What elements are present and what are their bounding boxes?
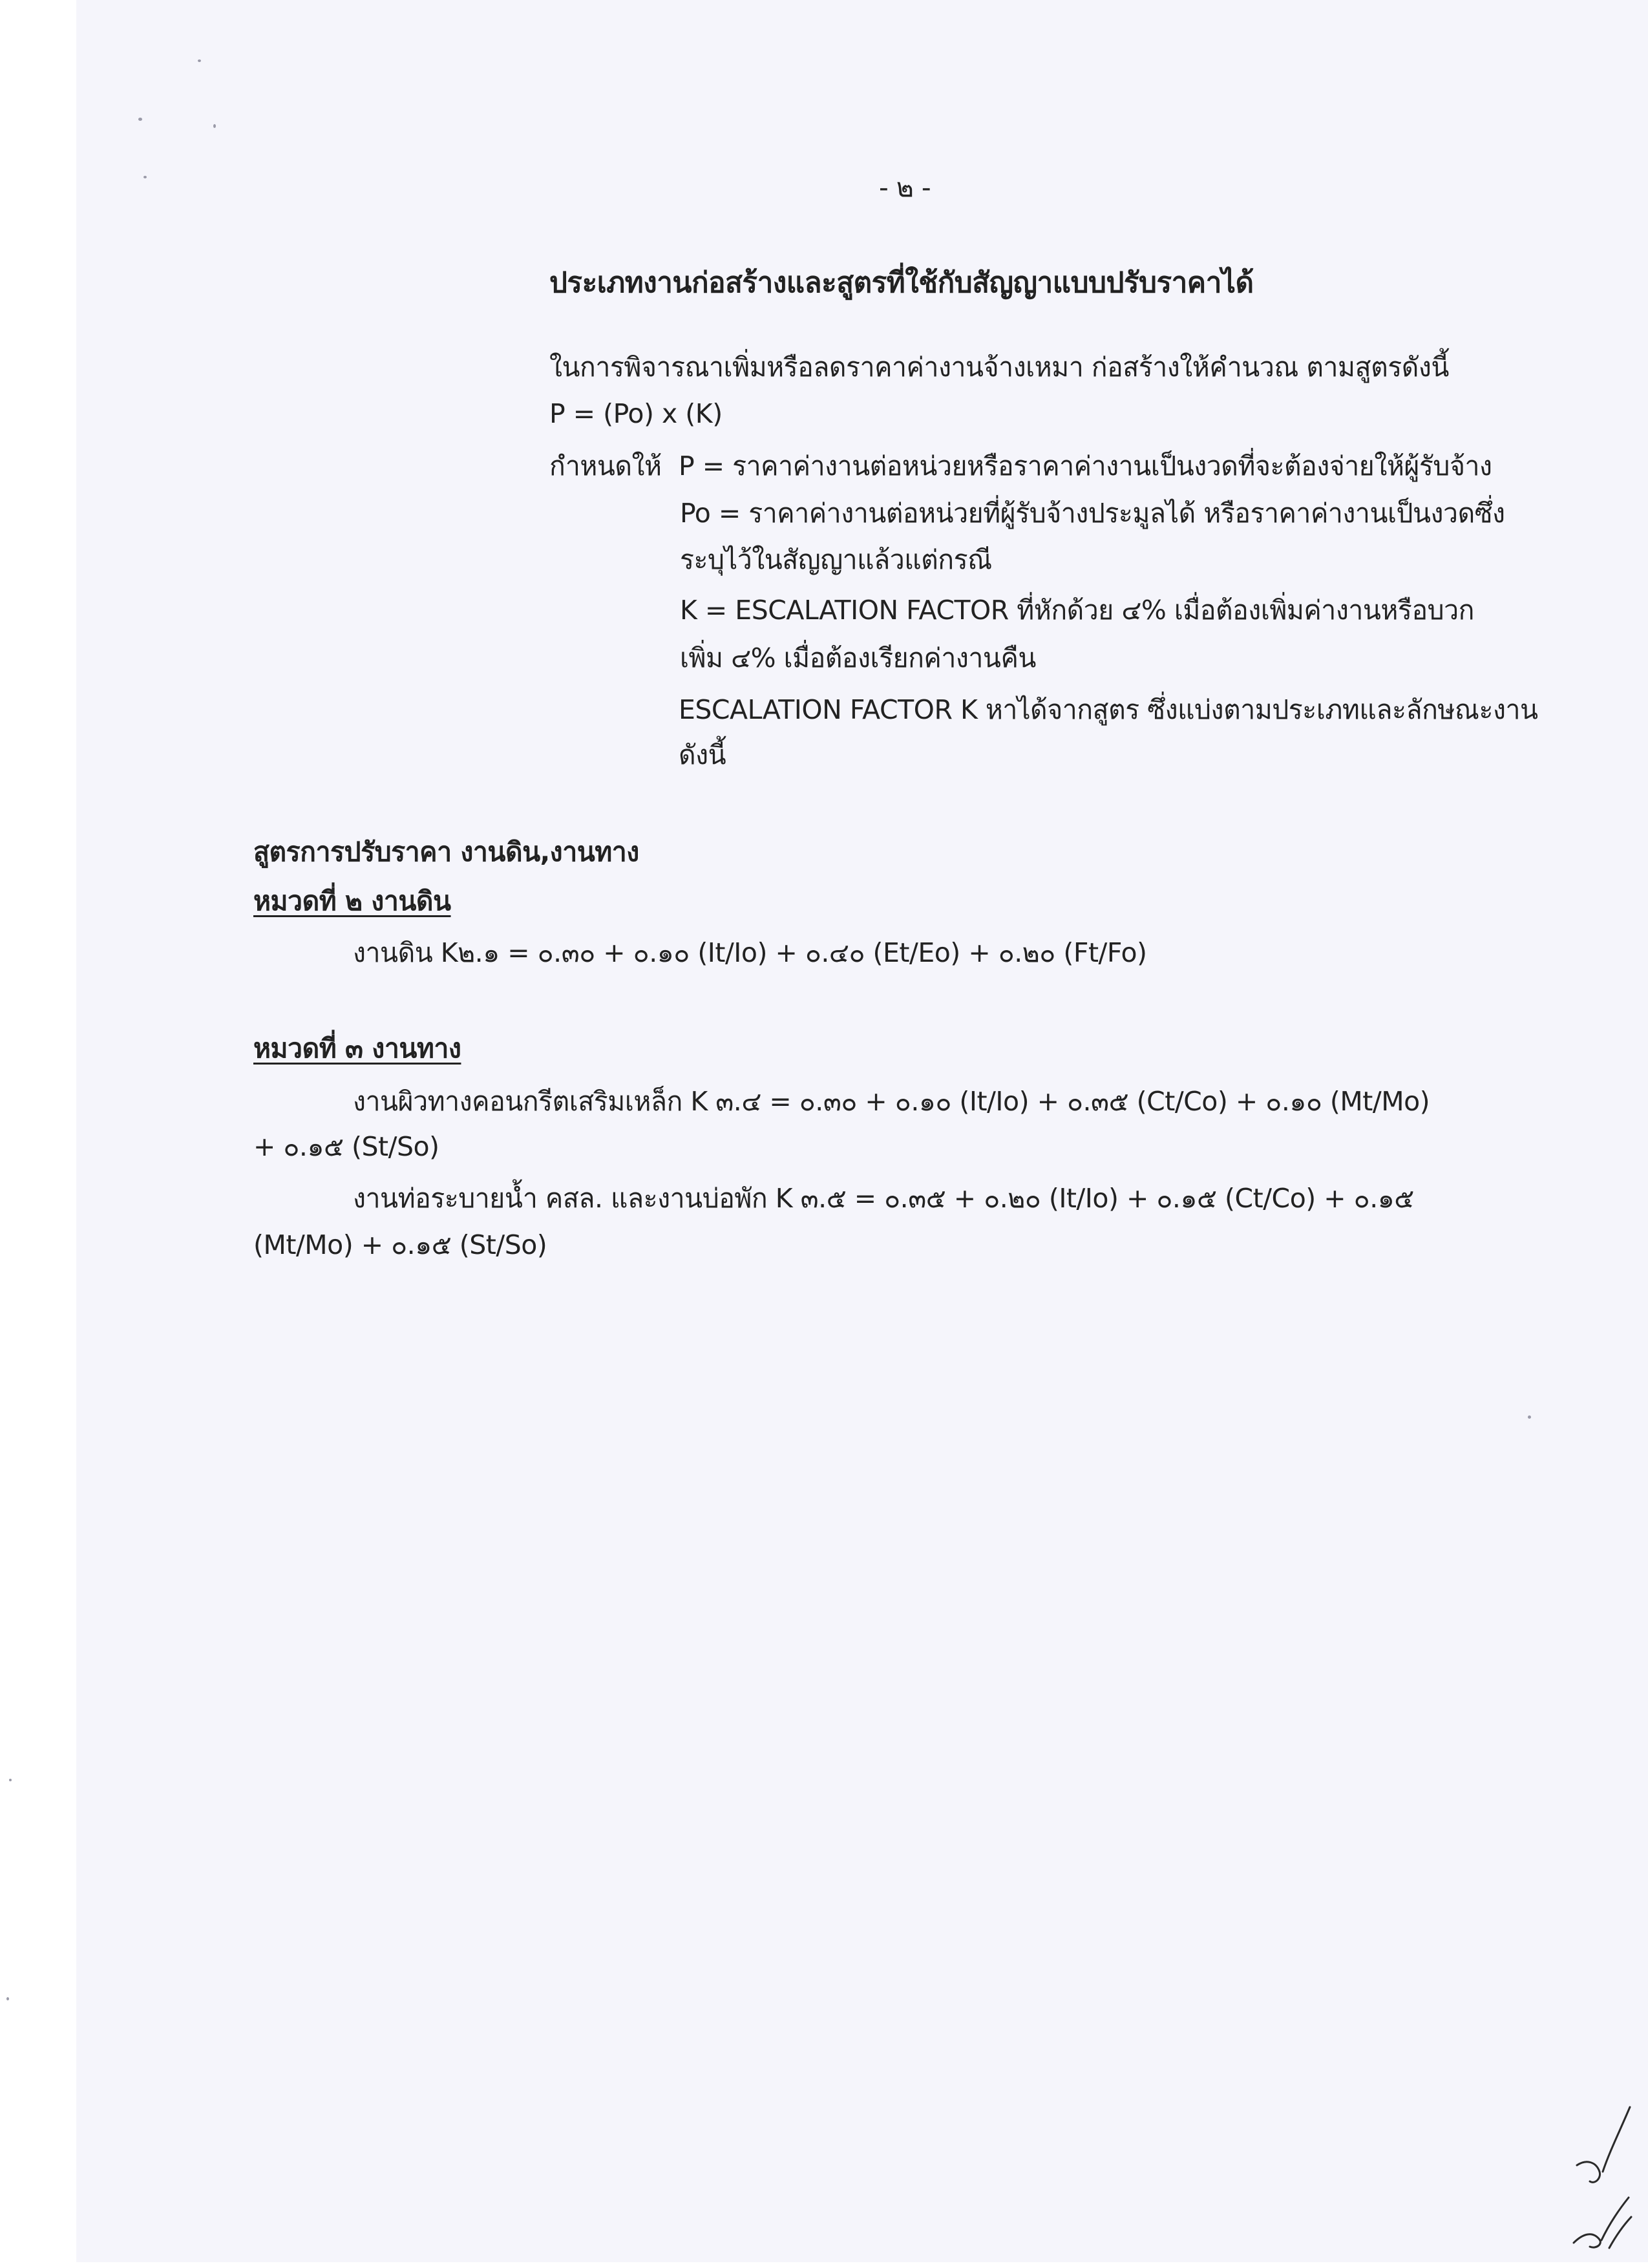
formulas-section-title: สูตรการปรับราคา งานดิน,งานทาง <box>253 836 639 867</box>
page-number: - ๒ - <box>879 172 931 203</box>
scan-speck <box>138 118 142 121</box>
handwritten-initials-signature <box>1564 2094 1635 2256</box>
section-3-title: หมวดที่ ๓ งานทาง <box>253 1033 461 1064</box>
po-definition-line-2: ระบุไว้ในสัญญาแล้วแต่กรณี <box>680 544 992 575</box>
k-definition-line-2: เพิ่ม ๔% เมื่อต้องเรียกค่างานคืน <box>680 642 1036 673</box>
scan-speck <box>6 1997 9 2000</box>
main-formula: P = (Po) x (K) <box>549 398 723 429</box>
escalation-line-1: ESCALATION FACTOR K หาได้จากสูตร ซึ่งแบ่งตามประเภทและลักษณะงาน <box>679 694 1538 725</box>
k-definition-line-1: K = ESCALATION FACTOR ที่หักด้วย ๔% เมื่อต้องเพิ่มค่างานหรือบวก <box>680 595 1474 626</box>
scan-speck <box>1528 1415 1531 1419</box>
section-3-item-2-line-2: (Mt/Mo) + ๐.๑๕ (St/So) <box>253 1229 547 1260</box>
escalation-line-2: ดังนี้ <box>679 739 726 770</box>
section-3-item-1-line-2: + ๐.๑๕ (St/So) <box>253 1131 439 1162</box>
p-definition: P = ราคาค่างานต่อหน่วยหรือราคาค่างานเป็นงวดที่จะต้องจ่ายให้ผู้รับจ้าง <box>679 450 1492 482</box>
scan-speck <box>143 176 147 178</box>
intro-line: ในการพิจารณาเพิ่มหรือลดราคาค่างานจ้างเหมา ก่อสร้างให้คำนวณ ตามสูตรดังนี้ <box>549 352 1449 383</box>
define-label: กำหนดให้ <box>549 450 662 482</box>
po-definition-line-1: Po = ราคาค่างานต่อหน่วยที่ผู้รับจ้างประมูลได้ หรือราคาค่างานเป็นงวดซึ่ง <box>680 498 1505 529</box>
section-2-formula: งานดิน K๒.๑ = ๐.๓๐ + ๐.๑๐ (It/Io) + ๐.๔๐ (Et/Eo) + ๐.๒๐ (Ft/Fo) <box>353 937 1147 968</box>
scan-speck <box>198 59 201 62</box>
section-3-item-2-line-1: งานท่อระบายน้ำ คสล. และงานบ่อพัก K ๓.๕ = ๐.๓๕ + ๐.๒๐ (It/Io) + ๐.๑๕ (Ct/Co) + ๐.๑๕ <box>353 1183 1414 1214</box>
scan-speck <box>213 124 216 128</box>
section-2-title: หมวดที่ ๒ งานดิน <box>253 885 451 917</box>
section-3-item-1-line-1: งานผิวทางคอนกรีตเสริมเหล็ก K ๓.๔ = ๐.๓๐ + ๐.๑๐ (It/Io) + ๐.๓๕ (Ct/Co) + ๐.๑๐ (Mt/Mo) <box>353 1086 1430 1117</box>
document-heading: ประเภทงานก่อสร้างและสูตรที่ใช้กับสัญญาแบบปรับราคาได้ <box>549 266 1254 299</box>
scan-speck <box>9 1779 12 1781</box>
